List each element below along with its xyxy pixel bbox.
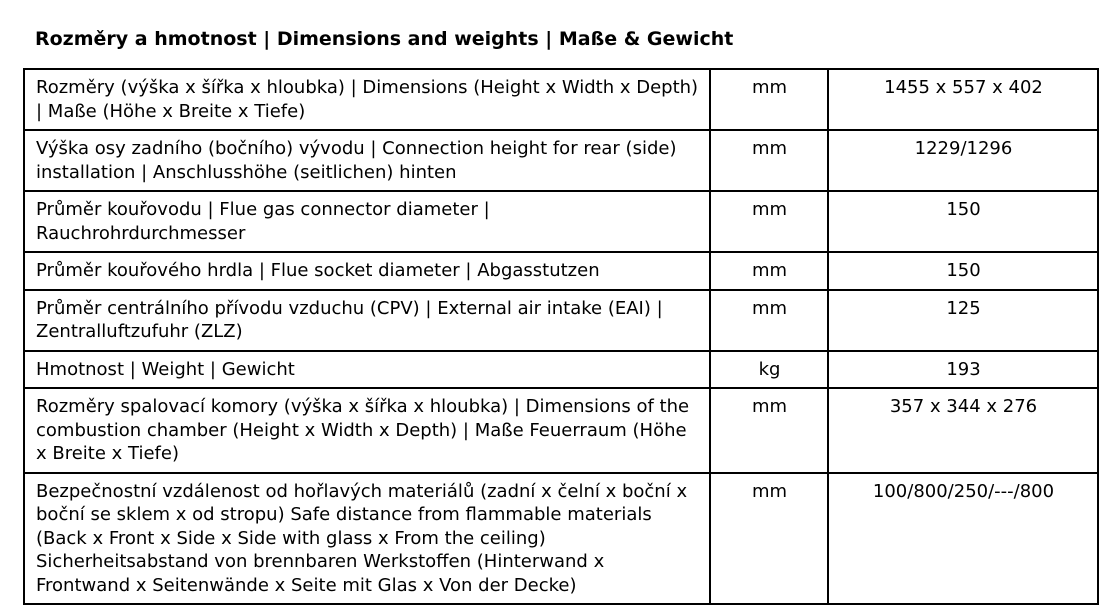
table-row xyxy=(24,252,1098,290)
row-unit: mm xyxy=(710,130,828,191)
row-unit: mm xyxy=(710,388,828,473)
row-value: 150 xyxy=(828,252,1098,290)
row-label: Rozměry (výška x šířka x hloubka) | Dimensions (Height x Width x Depth) | Maße (Höhe x Breite x Tiefe) xyxy=(24,69,710,130)
row-value: 1229/1296 xyxy=(828,130,1098,191)
section-heading: Rozměry a hmotnost | Dimensions and weights | Maße & Gewicht xyxy=(35,28,734,50)
row-unit: mm xyxy=(710,252,828,290)
row-value: 125 xyxy=(828,290,1098,351)
row-label: Rozměry spalovací komory (výška x šířka x hloubka) | Dimensions of the combustion chamber (Height x Width x Depth) | Maße Feuerraum (Höhe x Breite x Tiefe) xyxy=(24,388,710,473)
row-unit: mm xyxy=(710,69,828,130)
table-row xyxy=(24,351,1098,389)
row-value: 100/800/250/---/800 xyxy=(828,473,1098,605)
row-unit: kg xyxy=(710,351,828,389)
row-value: 357 x 344 x 276 xyxy=(828,388,1098,473)
table-row xyxy=(24,290,1098,351)
table-row xyxy=(24,473,1098,605)
row-label: Průměr kouřovodu | Flue gas connector diameter | Rauchrohrdurchmesser xyxy=(24,191,710,252)
row-label: Výška osy zadního (bočního) vývodu | Connection height for rear (side) installation | Anschlusshöhe (seitlichen) hinten xyxy=(24,130,710,191)
table-row xyxy=(24,130,1098,191)
table-row xyxy=(24,69,1098,130)
row-label: Bezpečnostní vzdálenost od hořlavých materiálů (zadní x čelní x boční x boční se sklem x od stropu) Safe distance from flammable materials (Back x Front x Side x Side with glass x From the ceiling) Sicherheitsabstand von brennbaren Werkstoffen (Hinterwand x Frontwand x Seitenwände x Seite mit Glas x Von der Decke) xyxy=(24,473,710,605)
row-value: 1455 x 557 x 402 xyxy=(828,69,1098,130)
dimensions-weights-table xyxy=(23,68,1099,605)
row-unit: mm xyxy=(710,191,828,252)
row-value: 150 xyxy=(828,191,1098,252)
row-unit: mm xyxy=(710,473,828,605)
table-row xyxy=(24,388,1098,473)
row-value: 193 xyxy=(828,351,1098,389)
row-unit: mm xyxy=(710,290,828,351)
row-label: Průměr kouřového hrdla | Flue socket diameter | Abgasstutzen xyxy=(24,252,710,290)
row-label: Hmotnost | Weight | Gewicht xyxy=(24,351,710,389)
table-row xyxy=(24,191,1098,252)
row-label: Průměr centrálního přívodu vzduchu (CPV) | External air intake (EAI) | Zentralluftzufuhr (ZLZ) xyxy=(24,290,710,351)
